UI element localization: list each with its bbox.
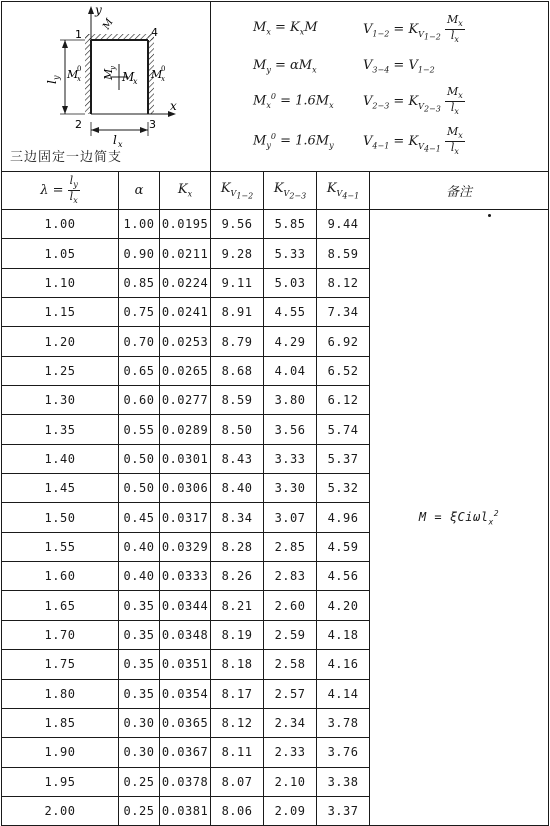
kv23-cell: 4.04 — [264, 356, 317, 385]
kv23-cell: 2.85 — [264, 532, 317, 561]
plate-diagram-cell — [2, 2, 211, 172]
kv41-cell: 4.16 — [317, 650, 370, 679]
kv41-cell: 3.38 — [317, 767, 370, 796]
kv12-cell: 8.06 — [211, 796, 264, 825]
kv23-cell: 2.33 — [264, 738, 317, 767]
kv23-cell: 3.56 — [264, 415, 317, 444]
lambda-cell: 1.25 — [2, 356, 119, 385]
kv12-cell: 8.21 — [211, 591, 264, 620]
kx-cell: 0.0317 — [160, 503, 211, 532]
kv12-cell: 8.43 — [211, 444, 264, 473]
kv23-cell: 2.34 — [264, 708, 317, 737]
kv12-cell: 9.28 — [211, 239, 264, 268]
kv12-cell: 8.18 — [211, 650, 264, 679]
lambda-cell: 1.70 — [2, 620, 119, 649]
kx-cell: 0.0289 — [160, 415, 211, 444]
kv41-cell: 5.37 — [317, 444, 370, 473]
moment-formula-3: $M_x^0 = 1.6M_x$ — [253, 92, 334, 110]
mx0-right-label: M — [151, 68, 163, 81]
kv23-cell: 3.80 — [264, 386, 317, 415]
lambda-cell: 1.15 — [2, 298, 119, 327]
dot-mark — [488, 214, 491, 217]
kx-cell: 0.0381 — [160, 796, 211, 825]
corner-2-label: 2 — [75, 118, 83, 131]
moment-formula-1: $M_x = K_xM$ — [253, 20, 318, 37]
lambda-cell: 1.20 — [2, 327, 119, 356]
remark-header: 备注 — [370, 172, 549, 210]
svg-text:0: 0 — [161, 65, 166, 73]
lambda-cell: 1.45 — [2, 474, 119, 503]
alpha-cell: 0.35 — [119, 591, 160, 620]
kv12-cell: 8.50 — [211, 415, 264, 444]
y-axis-label: y — [95, 3, 103, 17]
coefficient-table — [1, 1, 549, 826]
kv23-cell: 2.09 — [264, 796, 317, 825]
kv12-cell: 8.79 — [211, 327, 264, 356]
kv12-cell: 9.11 — [211, 268, 264, 297]
corner-3-label: 3 — [149, 118, 157, 131]
kv41-cell: 3.37 — [317, 796, 370, 825]
kv12-header: $K_{V_{1-2}}$ — [211, 172, 264, 210]
kv41-cell: 3.76 — [317, 738, 370, 767]
lambda-cell: 2.00 — [2, 796, 119, 825]
kv12-cell: 8.91 — [211, 298, 264, 327]
lambda-cell: 1.00 — [2, 210, 119, 239]
kv41-cell: 4.18 — [317, 620, 370, 649]
column-header-row — [2, 172, 549, 210]
kx-cell: 0.0301 — [160, 444, 211, 473]
alpha-cell: 0.50 — [119, 474, 160, 503]
alpha-cell: 0.30 — [119, 738, 160, 767]
moment-formula-2: $M_y = \alpha M_x$ — [253, 58, 317, 75]
kv41-cell: 4.56 — [317, 562, 370, 591]
lambda-cell: 1.85 — [2, 708, 119, 737]
shear-formula-1: $V_{1-2} = K_{V_{1-2}}$ $\frac{M_x}{l_x}$ — [363, 13, 463, 45]
kv12-cell: 8.12 — [211, 708, 264, 737]
lx-sub-label: x — [118, 140, 124, 149]
kx-cell: 0.0224 — [160, 268, 211, 297]
kx-cell: 0.0367 — [160, 738, 211, 767]
alpha-cell: 0.90 — [119, 239, 160, 268]
alpha-header: α — [119, 172, 160, 210]
kv12-cell: 8.26 — [211, 562, 264, 591]
alpha-cell: 0.40 — [119, 532, 160, 561]
ly-label: l — [45, 79, 59, 84]
kv23-cell: 3.30 — [264, 474, 317, 503]
kv12-cell: 8.68 — [211, 356, 264, 385]
svg-text:x: x — [77, 75, 82, 83]
lambda-cell: 1.10 — [2, 268, 119, 297]
ly-sub-label: y — [52, 74, 61, 80]
lambda-cell: 1.60 — [2, 562, 119, 591]
mx0-left-label: M — [67, 68, 79, 81]
kx-cell: 0.0195 — [160, 210, 211, 239]
kv41-cell: 6.12 — [317, 386, 370, 415]
lambda-cell: 1.35 — [2, 415, 119, 444]
alpha-cell: 0.35 — [119, 679, 160, 708]
kv12-cell: 8.59 — [211, 386, 264, 415]
table-row — [2, 210, 549, 239]
my-label: M — [102, 68, 115, 80]
kv12-cell: 8.11 — [211, 738, 264, 767]
corner-1-label: 1 — [75, 28, 83, 41]
lambda-cell: 1.40 — [2, 444, 119, 473]
kv41-cell: 4.14 — [317, 679, 370, 708]
x-axis-label: x — [170, 99, 178, 113]
my-sub-label: y — [109, 65, 117, 70]
alpha-cell: 0.25 — [119, 767, 160, 796]
alpha-cell: 0.75 — [119, 298, 160, 327]
kv23-cell: 2.58 — [264, 650, 317, 679]
kv23-header: $K_{V_{2-3}}$ — [264, 172, 317, 210]
corner-4-label: 4 — [151, 26, 159, 39]
kv41-cell: 7.34 — [317, 298, 370, 327]
kx-cell: 0.0333 — [160, 562, 211, 591]
moment-formula-4: $M_y^0 = 1.6M_y$ — [253, 132, 334, 150]
kx-cell: 0.0378 — [160, 767, 211, 796]
kv41-cell: 6.52 — [317, 356, 370, 385]
kv12-cell: 8.19 — [211, 620, 264, 649]
kx-cell: 0.0348 — [160, 620, 211, 649]
kv12-cell: 8.07 — [211, 767, 264, 796]
kx-cell: 0.0211 — [160, 239, 211, 268]
lambda-cell: 1.90 — [2, 738, 119, 767]
kv41-cell: 4.96 — [317, 503, 370, 532]
kx-cell: 0.0354 — [160, 679, 211, 708]
alpha-cell: 0.40 — [119, 562, 160, 591]
kv23-cell: 5.03 — [264, 268, 317, 297]
kx-cell: 0.0329 — [160, 532, 211, 561]
kx-cell: 0.0277 — [160, 386, 211, 415]
kx-cell: 0.0351 — [160, 650, 211, 679]
alpha-cell: 0.45 — [119, 503, 160, 532]
kv23-cell: 5.85 — [264, 210, 317, 239]
kv23-cell: 3.33 — [264, 444, 317, 473]
kv41-cell: 4.59 — [317, 532, 370, 561]
kx-cell: 0.0265 — [160, 356, 211, 385]
mx-label: M — [122, 70, 135, 84]
alpha-cell: 0.70 — [119, 327, 160, 356]
lambda-cell: 1.75 — [2, 650, 119, 679]
support-condition-caption: 三边固定一边简支 — [10, 150, 123, 165]
kv23-cell: 2.60 — [264, 591, 317, 620]
kx-cell: 0.0306 — [160, 474, 211, 503]
alpha-cell: 0.25 — [119, 796, 160, 825]
kv12-cell: 8.17 — [211, 679, 264, 708]
alpha-cell: 1.00 — [119, 210, 160, 239]
shear-formula-4: $V_{4-1} = K_{V_{4-1}}$ $\frac{M_x}{l_x}$ — [363, 125, 463, 157]
kv23-cell: 2.59 — [264, 620, 317, 649]
lambda-cell: 1.65 — [2, 591, 119, 620]
formula-cell — [211, 2, 549, 172]
alpha-cell: 0.85 — [119, 268, 160, 297]
kv23-cell: 3.07 — [264, 503, 317, 532]
alpha-cell: 0.30 — [119, 708, 160, 737]
alpha-cell: 0.55 — [119, 415, 160, 444]
kv23-cell: 4.55 — [264, 298, 317, 327]
lambda-header: λ = $\frac{l_y}{l_x}$ — [2, 172, 119, 210]
kv41-cell: 5.74 — [317, 415, 370, 444]
kv23-cell: 2.83 — [264, 562, 317, 591]
kv23-cell: 5.33 — [264, 239, 317, 268]
kv12-cell: 8.40 — [211, 474, 264, 503]
svg-text:x: x — [161, 75, 166, 83]
alpha-cell: 0.35 — [119, 620, 160, 649]
kv23-cell: 2.57 — [264, 679, 317, 708]
kv12-cell: 8.28 — [211, 532, 264, 561]
kv41-cell: 8.59 — [317, 239, 370, 268]
lambda-cell: 1.50 — [2, 503, 119, 532]
alpha-cell: 0.60 — [119, 386, 160, 415]
kv41-cell: 9.44 — [317, 210, 370, 239]
lambda-cell: 1.30 — [2, 386, 119, 415]
alpha-cell: 0.35 — [119, 650, 160, 679]
mx-sub-label: x — [133, 77, 139, 86]
shear-formula-2: $V_{3-4} = V_{1-2}$ — [363, 58, 435, 75]
kv41-header: $K_{V_{4-1}}$ — [317, 172, 370, 210]
shear-formula-3: $V_{2-3} = K_{V_{2-3}}$ $\frac{M_x}{l_x}$ — [363, 85, 463, 117]
kv41-cell: 6.92 — [317, 327, 370, 356]
alpha-cell: 0.65 — [119, 356, 160, 385]
kv12-cell: 8.34 — [211, 503, 264, 532]
kv41-cell: 8.12 — [317, 268, 370, 297]
kv23-cell: 2.10 — [264, 767, 317, 796]
kv12-cell: 9.56 — [211, 210, 264, 239]
kx-header: $K_x$ — [160, 172, 211, 210]
kv41-cell: 5.32 — [317, 474, 370, 503]
kv41-cell: 3.78 — [317, 708, 370, 737]
kx-cell: 0.0365 — [160, 708, 211, 737]
lambda-cell: 1.05 — [2, 239, 119, 268]
kv41-cell: 4.20 — [317, 591, 370, 620]
lx-label: l — [113, 133, 118, 147]
svg-text:0: 0 — [77, 65, 82, 73]
my0-top-label: M — [101, 16, 116, 32]
remark-cell — [370, 210, 549, 826]
kx-cell: 0.0241 — [160, 298, 211, 327]
kx-cell: 0.0344 — [160, 591, 211, 620]
lambda-cell: 1.95 — [2, 767, 119, 796]
remark-formula: M = ξCiωl$_x^2$ — [418, 508, 500, 527]
lambda-cell: 1.80 — [2, 679, 119, 708]
lambda-cell: 1.55 — [2, 532, 119, 561]
kv23-cell: 4.29 — [264, 327, 317, 356]
kx-cell: 0.0253 — [160, 327, 211, 356]
alpha-cell: 0.50 — [119, 444, 160, 473]
